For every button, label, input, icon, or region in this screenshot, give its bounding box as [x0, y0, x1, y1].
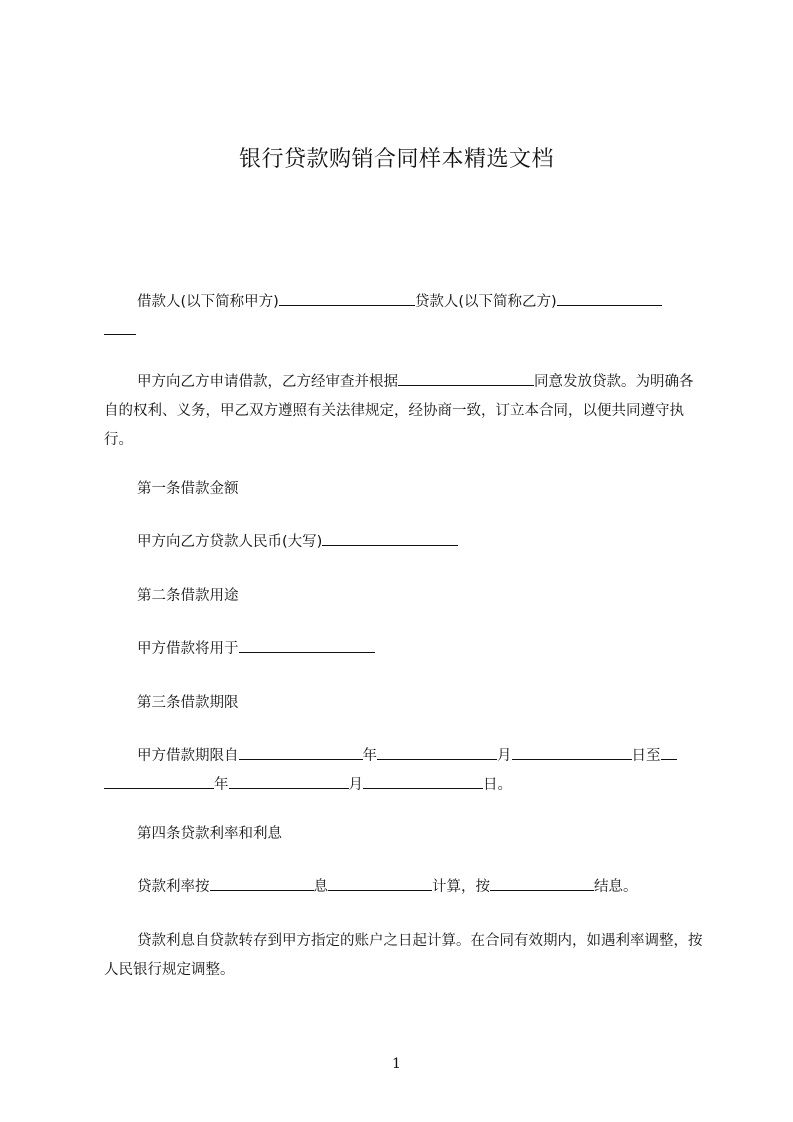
borrower-blank[interactable]	[279, 291, 415, 306]
end-year-blank[interactable]	[661, 745, 677, 760]
rate-prefix: 贷款利率按	[137, 879, 210, 895]
start-month-label: 月	[497, 748, 512, 764]
start-month-blank[interactable]	[377, 745, 497, 760]
start-day-blank[interactable]	[512, 745, 632, 760]
end-year-blank-cont[interactable]	[104, 774, 214, 789]
rate-end: 结息。	[594, 879, 638, 895]
end-month-label: 月	[348, 777, 363, 793]
article4-rate-paragraph	[104, 873, 704, 902]
basis-blank[interactable]	[398, 371, 534, 386]
preamble-part1: 甲方向乙方申请借款，乙方经审查并根据	[137, 374, 398, 390]
end-day-label: 日。	[483, 777, 512, 793]
rate-blank-1[interactable]	[210, 876, 314, 891]
lender-blank[interactable]	[557, 291, 662, 306]
start-year-label: 年	[362, 748, 377, 764]
article4-interest-paragraph: 贷款利息自贷款转存到甲方指定的账户之日起计算。在合同有效期内，如遇利率调整，按人民银行规定调整。	[104, 933, 703, 978]
lender-blank-cont[interactable]	[104, 320, 136, 335]
article2-paragraph	[104, 635, 704, 664]
rate-mid1: 息	[313, 879, 328, 895]
start-year-blank[interactable]	[239, 745, 363, 760]
rate-blank-3[interactable]	[490, 876, 594, 891]
preamble-part2: 同意发放贷款。为明确各自的权利、义务，甲乙双方遵照有关法律规定，经协商一致，订立本合同，以便共同遵守执行。	[104, 374, 694, 448]
rate-mid2: 计算，按	[432, 879, 490, 895]
article2-text: 甲方借款将用于	[137, 641, 239, 657]
page-number: 1	[392, 1056, 401, 1072]
start-day-to-label: 日至	[631, 748, 661, 764]
article3-heading: 第三条借款期限	[137, 695, 239, 711]
article1-text: 甲方向乙方贷款人民币(大写)	[137, 534, 323, 550]
article2-heading: 第二条借款用途	[137, 588, 239, 604]
article1-heading: 第一条借款金额	[137, 481, 239, 497]
term-prefix: 甲方借款期限自	[137, 748, 239, 764]
amount-blank[interactable]	[322, 531, 458, 546]
borrower-label: 借款人(以下简称甲方)	[137, 294, 279, 310]
article3-paragraph	[104, 742, 704, 800]
document-title: 银行贷款购销合同样本精选文档	[238, 147, 554, 172]
lender-label: 贷款人(以下简称乙方)	[414, 294, 557, 310]
parties-paragraph	[104, 288, 704, 346]
end-month-blank[interactable]	[229, 774, 349, 789]
article1-paragraph	[104, 528, 704, 557]
article4-heading: 第四条贷款利率和利息	[137, 826, 282, 842]
rate-blank-2[interactable]	[328, 876, 432, 891]
preamble-paragraph	[104, 368, 704, 455]
end-year-label: 年	[214, 777, 229, 793]
purpose-blank[interactable]	[239, 638, 375, 653]
end-day-blank[interactable]	[363, 774, 483, 789]
